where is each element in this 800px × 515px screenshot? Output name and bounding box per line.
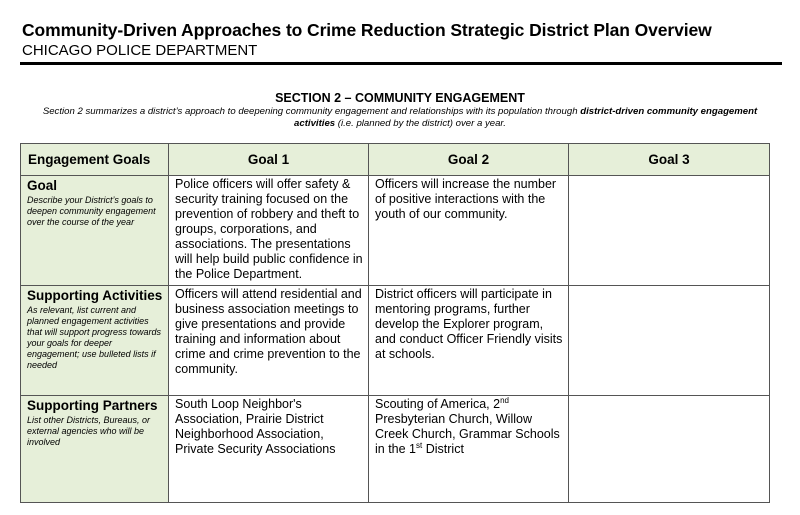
row-hint: List other Districts, Bureaus, or external agencies who will be involved (27, 415, 151, 447)
row-label: Supporting Activities (27, 288, 163, 303)
row-label-cell (21, 176, 169, 286)
table-row (21, 176, 770, 286)
engagement-table (20, 143, 770, 503)
row-label: Supporting Partners (27, 398, 158, 413)
department-name: CHICAGO POLICE DEPARTMENT (22, 42, 258, 59)
document-header (22, 20, 780, 60)
goal-1-cell: Officers will attend residential and business association meetings to give presentations and provide training and information about crime and crime prevention to the community. (169, 286, 369, 396)
table-row (21, 396, 770, 503)
section-description (28, 106, 772, 130)
header-divider (20, 62, 782, 65)
row-hint: Describe your District’s goals to deepen community engagement over the course of the year (27, 195, 156, 227)
ordinal-suffix: nd (500, 395, 509, 405)
goal-1-cell: Police officers will offer safety & security training focused on the prevention of robbery and theft to groups, corporations, and associations. The presentations will help build public confidence in the Police Department. (169, 176, 369, 286)
goal-1-cell: South Loop Neighbor's Association, Prairie District Neighborhood Association, Private Security Associations (169, 396, 369, 503)
goal-2-cell (369, 396, 569, 503)
goal-2-text-b: Presbyterian Church, Willow Creek Church, Grammar Schools in the 1 (375, 412, 560, 456)
goal-2-text-c: District (422, 442, 464, 456)
goal-2-cell: District officers will participate in mentoring programs, further develop the Explorer program, and conduct Officer Friendly visits at schools. (369, 286, 569, 396)
page-title: Community-Driven Approaches to Crime Reduction Strategic District Plan Overview (22, 20, 712, 40)
header-goal-2: Goal 2 (369, 144, 569, 176)
goal-3-cell (569, 396, 770, 503)
section-desc-text-1: Section 2 summarizes a district’s approach to deepening community engagement and relationships with its population through (42, 106, 581, 117)
row-label-cell (21, 396, 169, 503)
table-header-row (21, 144, 770, 176)
header-goal-3: Goal 3 (569, 144, 770, 176)
header-engagement-goals: Engagement Goals (21, 144, 169, 176)
section-title: SECTION 2 – COMMUNITY ENGAGEMENT (275, 91, 525, 105)
table-row (21, 286, 770, 396)
ordinal-suffix: st (416, 440, 423, 450)
row-hint: As relevant, list current and planned engagement activities that will support progress towards your goals for deeper engagement; use bulleted lists if needed (27, 305, 162, 370)
section-desc-bold: district-driven community engagement activities (294, 106, 758, 129)
goal-3-cell (569, 286, 770, 396)
row-label-cell (21, 286, 169, 396)
header-goal-1: Goal 1 (169, 144, 369, 176)
goal-2-cell: Officers will increase the number of positive interactions with the youth of our community. (369, 176, 569, 286)
goal-3-cell (569, 176, 770, 286)
section-desc-text-2: (i.e. planned by the district) over a year. (335, 118, 506, 129)
row-label: Goal (27, 178, 58, 193)
goal-2-text-a: Scouting of America, 2 (375, 397, 501, 411)
